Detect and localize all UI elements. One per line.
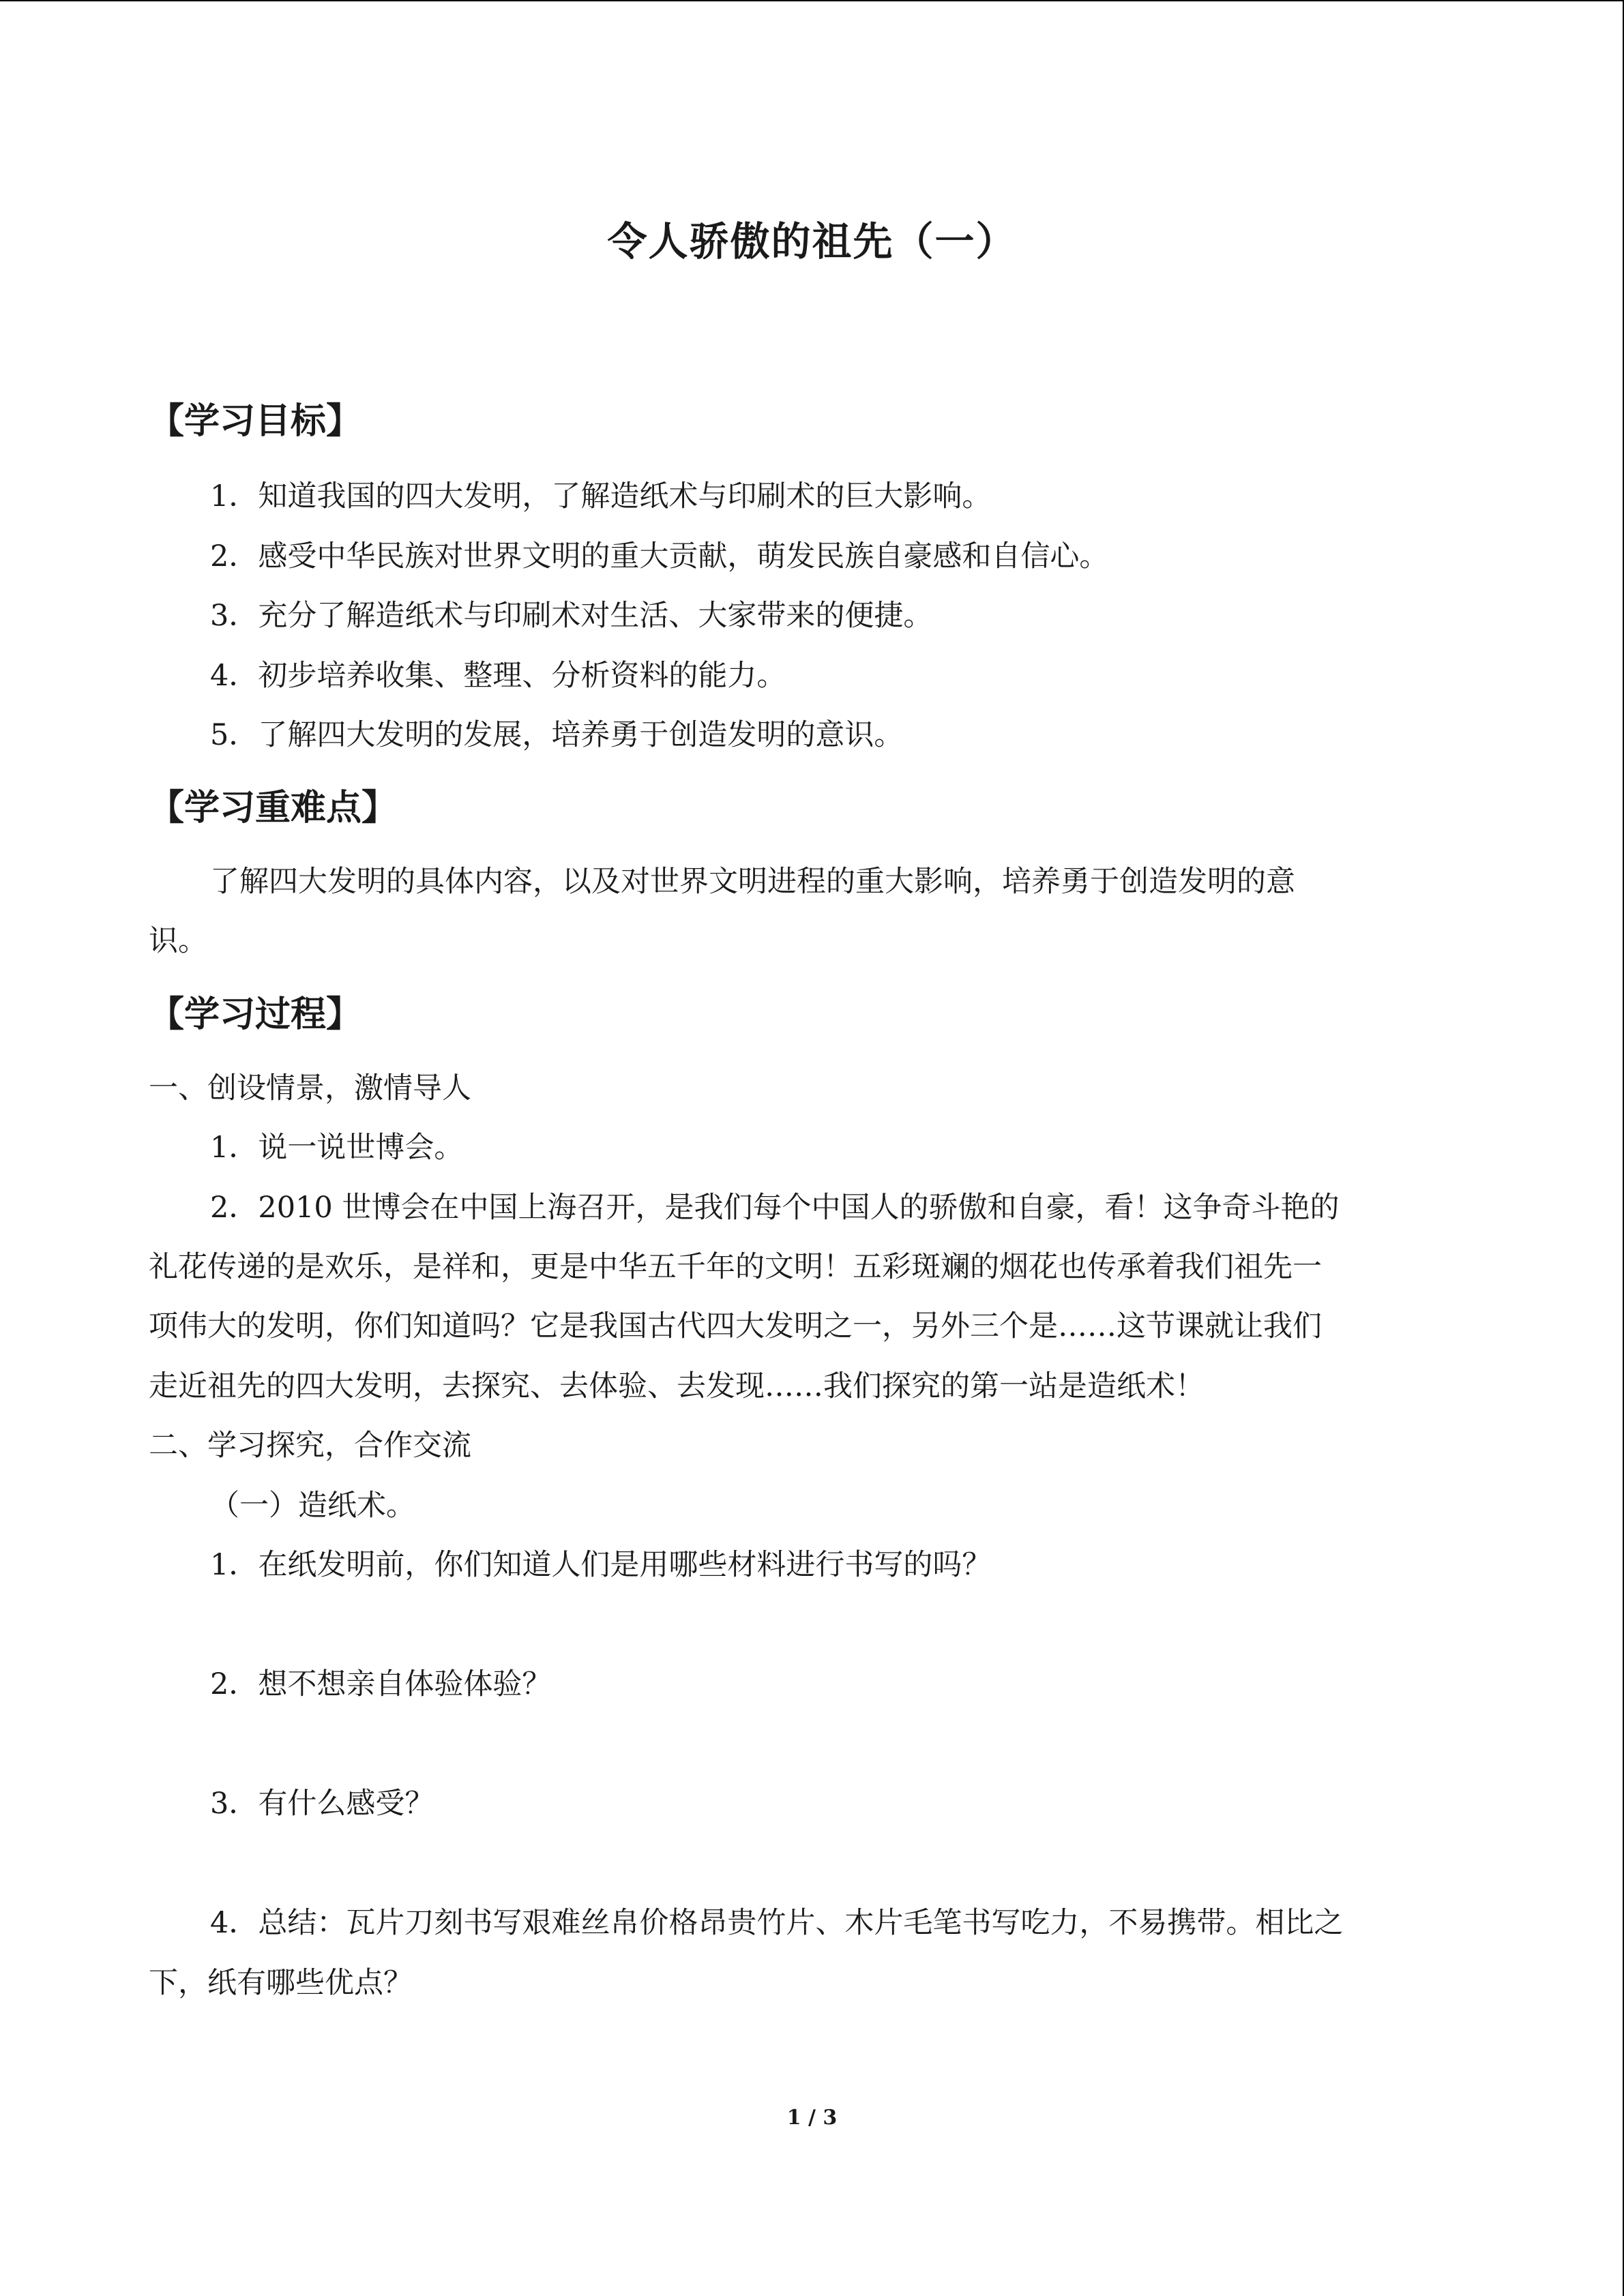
page-title: 令人骄傲的祖先（一） <box>607 218 1017 265</box>
process-heading: 【学习过程】 <box>149 994 362 1035</box>
part1-paragraph-line: 2．2010 世博会在中国上海召开，是我们每个中国人的骄傲和自豪，看！这争奇斗艳的 <box>210 1191 1340 1225</box>
objective-item: 4．初步培养收集、整理、分析资料的能力。 <box>210 659 786 693</box>
question-1: 1．在纸发明前，你们知道人们是用哪些材料进行书写的吗？ <box>210 1548 992 1582</box>
question-4-line: 下，纸有哪些优点？ <box>149 1966 413 2000</box>
objective-item: 5．了解四大发明的发展，培养勇于创造发明的意识。 <box>210 718 904 752</box>
sub-section-title: （一）造纸术。 <box>210 1489 415 1523</box>
question-4-line: 4．总结：瓦片刀刻书写艰难丝帛价格昂贵竹片、木片毛笔书写吃力，不易携带。相比之 <box>210 1906 1344 1940</box>
part1-item: 1．说一说世博会。 <box>210 1131 464 1165</box>
part1-title: 一、创设情景，激情导人 <box>149 1071 471 1105</box>
key-points-line: 识。 <box>149 924 207 958</box>
objective-item: 3．充分了解造纸术与印刷术对生活、大家带来的便捷。 <box>210 599 933 633</box>
part1-paragraph-line: 礼花传递的是欢乐，是祥和，更是中华五千年的文明！五彩斑斓的烟花也传承着我们祖先一 <box>149 1250 1322 1284</box>
question-3: 3．有什么感受？ <box>210 1787 434 1821</box>
key-points-line: 了解四大发明的具体内容，以及对世界文明进程的重大影响，培养勇于创造发明的意 <box>210 865 1295 899</box>
key-points-heading: 【学习重难点】 <box>149 788 398 829</box>
objectives-heading: 【学习目标】 <box>149 401 362 442</box>
objective-item: 1．知道我国的四大发明，了解造纸术与印刷术的巨大影响。 <box>210 479 992 513</box>
objective-item: 2．感受中华民族对世界文明的重大贡献，萌发民族自豪感和自信心。 <box>210 539 1109 573</box>
part1-paragraph-line: 走近祖先的四大发明，去探究、去体验、去发现……我们探究的第一站是造纸术！ <box>149 1369 1205 1403</box>
question-2: 2．想不想亲自体验体验？ <box>210 1667 552 1701</box>
part1-paragraph-line: 项伟大的发明，你们知道吗？它是我国古代四大发明之一，另外三个是……这节课就让我们 <box>149 1309 1322 1343</box>
part2-title: 二、学习探究，合作交流 <box>149 1429 471 1463</box>
page-number: 1 / 3 <box>786 2106 838 2130</box>
